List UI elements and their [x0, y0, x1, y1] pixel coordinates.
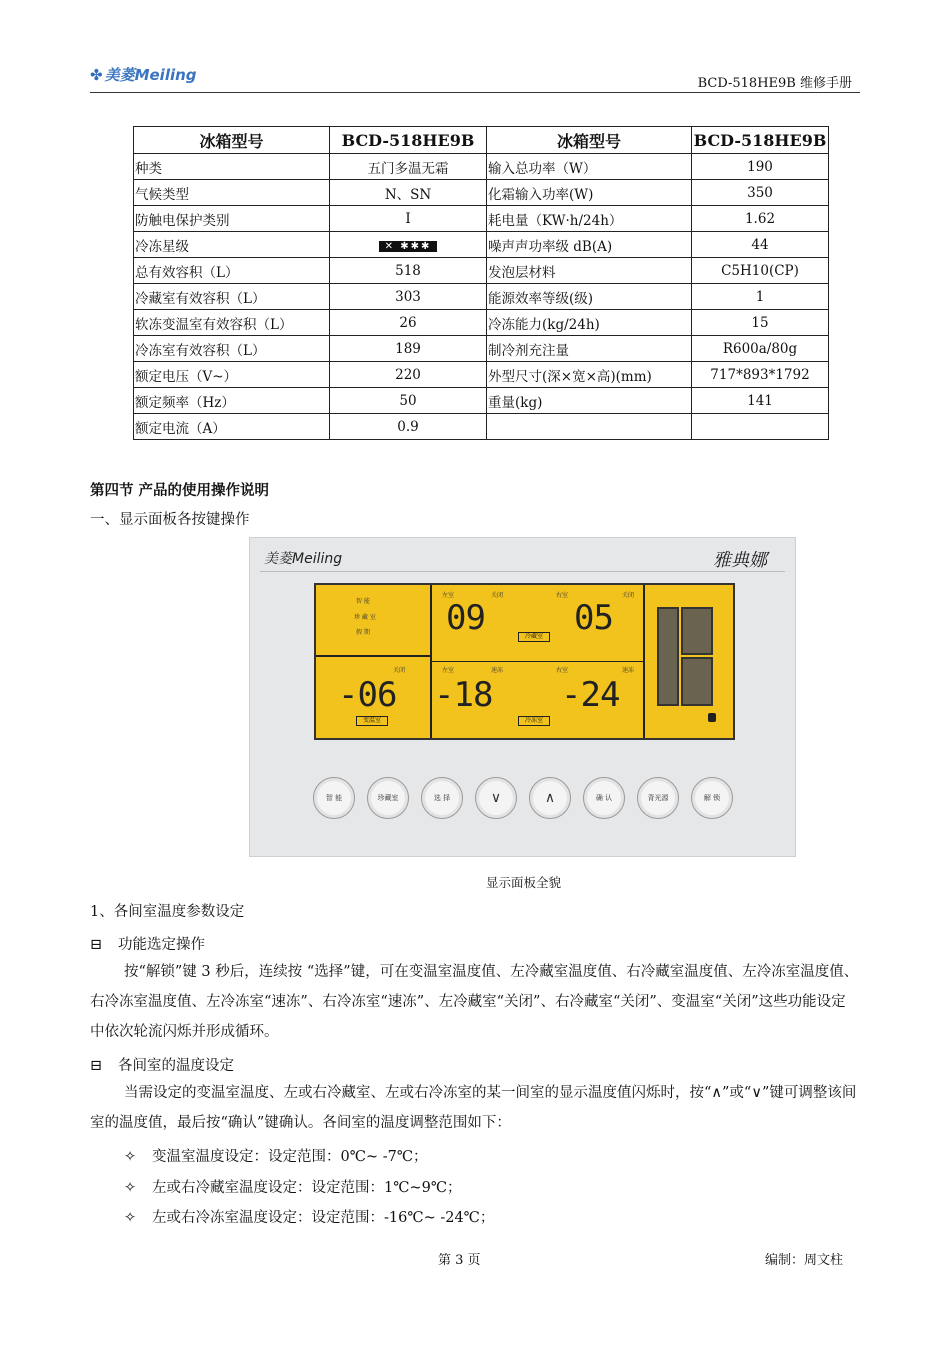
table-cell: 额定频率（Hz）	[134, 388, 330, 414]
page-number: 第 3 页	[438, 1253, 481, 1268]
table-cell: 化霜输入功率(W)	[487, 180, 692, 206]
divider	[432, 661, 643, 662]
table-cell: 防触电保护类别	[134, 206, 330, 232]
table-cell	[330, 232, 487, 258]
temp-bottom-right: -24	[561, 675, 620, 715]
table-cell: 50	[330, 388, 487, 414]
table-cell: 制冷剂充注量	[487, 336, 692, 362]
table-cell: 0.9	[330, 414, 487, 440]
table-row	[134, 388, 829, 414]
table-cell: 噪声声功率级 dB(A)	[487, 232, 692, 258]
table-row	[134, 232, 829, 258]
table-cell: 189	[330, 336, 487, 362]
mode-label: 智 能	[356, 598, 370, 605]
meiling-logo: ✤ 美菱Meiling	[90, 66, 197, 84]
table-cell: 518	[330, 258, 487, 284]
lcd-label: 关闭	[622, 592, 635, 599]
lcd-label: 左室	[442, 592, 455, 599]
lcd-display	[314, 583, 735, 740]
table-cell: 1.62	[692, 206, 829, 232]
section-subtitle: 一、显示面板各按键操作	[90, 512, 250, 528]
table-cell: 350	[692, 180, 829, 206]
lcd-label: 关闭	[491, 592, 504, 599]
lcd-label: 左室	[442, 667, 455, 674]
panel-logo: 美菱Meiling	[264, 551, 343, 567]
table-row	[134, 336, 829, 362]
table-cell: 额定电压（V~）	[134, 362, 330, 388]
table-row	[134, 180, 829, 206]
table-cell: 外型尺寸(深×宽×高)(mm)	[487, 362, 692, 388]
doc-title: BCD-518HE9B 维修手册	[697, 76, 852, 91]
table-header: 冰箱型号	[487, 127, 692, 154]
table-cell: 141	[692, 388, 829, 414]
section-title: 第四节 产品的使用操作说明	[90, 482, 270, 499]
table-row	[134, 284, 829, 310]
divider	[260, 571, 785, 572]
table-cell: 26	[330, 310, 487, 336]
table-cell: 冷冻星级	[134, 232, 330, 258]
freeze-tag: 冷冻室	[518, 716, 550, 726]
display-panel-image	[249, 537, 796, 857]
table-cell: 220	[330, 362, 487, 388]
temp-bottom-left: -18	[434, 675, 493, 715]
table-cell: 种类	[134, 154, 330, 180]
table-cell: 冷冻能力(kg/24h)	[487, 310, 692, 336]
paragraph: 按“解锁”键 3 秒后，连续按 “选择”键，可在变温室温度值、左冷藏室温度值、右冷藏室温度值、左冷冻室温度值、右冷冻室温度值、左冷冻室“速冻”、右冷冻室“速冻”、左冷藏室“关闭”、右冷藏室“关闭”、变温室“关闭”这些功能设定中依次轮流闪烁并形成循环。	[90, 964, 859, 1040]
table-cell: N、SN	[330, 180, 487, 206]
up-button[interactable]: ∧	[529, 777, 571, 819]
table-cell: 输入总功率（W）	[487, 154, 692, 180]
table-header: BCD-518HE9B	[330, 127, 487, 154]
table-cell: 重量(kg)	[487, 388, 692, 414]
table-cell: R600a/80g	[692, 336, 829, 362]
spec-table	[133, 126, 829, 440]
logo-icon: ✤	[90, 66, 103, 84]
table-cell: 44	[692, 232, 829, 258]
paragraph: 当需设定的变温室温度、左或右冷藏室、左或右冷冻室的某一间室的显示温度值闪烁时，按“∧”或“∨”键可调整该间室的温度值，最后按“确认”键确认。各间室的温度调整范围如下：	[90, 1085, 857, 1131]
panel-brand: 雅典娜	[713, 550, 767, 571]
editor: 编制：周文柱	[765, 1253, 844, 1268]
lcd-label: 右室	[556, 592, 569, 599]
table-header: BCD-518HE9B	[692, 127, 829, 154]
door	[657, 607, 679, 706]
door	[681, 657, 713, 706]
table-cell: 能源效率等级(级)	[487, 284, 692, 310]
diamond-bullet-icon: ✧	[124, 1180, 137, 1196]
divider	[643, 585, 645, 738]
table-cell: 发泡层材料	[487, 258, 692, 284]
table-cell: 五门多温无霜	[330, 154, 487, 180]
table-cell: 冷藏室有效容积（L）	[134, 284, 330, 310]
table-cell: 总有效容积（L）	[134, 258, 330, 284]
lcd-label: 关闭	[393, 667, 406, 674]
table-cell: C5H10(CP)	[692, 258, 829, 284]
treasure-room-button[interactable]: 珍藏室	[367, 777, 409, 819]
select-button[interactable]: 选 择	[421, 777, 463, 819]
var-tag: 变温室	[356, 716, 388, 726]
table-cell: 15	[692, 310, 829, 336]
door	[681, 607, 713, 655]
table-cell: 冷冻室有效容积（L）	[134, 336, 330, 362]
table-cell	[487, 414, 692, 440]
list-item: ✧ 左或右冷藏室温度设定：设定范围：1℃~9℃；	[124, 1180, 462, 1196]
temp-top-right: 05	[574, 598, 613, 638]
confirm-button[interactable]: 确 认	[583, 777, 625, 819]
table-cell: I	[330, 206, 487, 232]
list-item: ⊟ 功能选定操作	[90, 937, 205, 953]
table-cell: 软冻变温室有效容积（L）	[134, 310, 330, 336]
list-item: ✧ 变温室温度设定：设定范围：0℃~ -7℃；	[124, 1149, 428, 1165]
subheading: 1、各间室温度参数设定	[90, 904, 245, 920]
table-cell: 1	[692, 284, 829, 310]
fridge-icon	[657, 607, 713, 706]
square-bullet-icon: ⊟	[90, 937, 103, 953]
lcd-label: 右室	[556, 667, 569, 674]
table-cell: 717*893*1792	[692, 362, 829, 388]
table-cell: 耗电量（KW·h/24h）	[487, 206, 692, 232]
table-row	[134, 154, 829, 180]
table-header: 冰箱型号	[134, 127, 330, 154]
table-cell: 303	[330, 284, 487, 310]
lcd-label: 速冻	[491, 667, 504, 674]
smart-button[interactable]: 智 能	[313, 777, 355, 819]
figure-caption: 显示面板全貌	[486, 875, 562, 890]
list-item: ⊟ 各间室的温度设定	[90, 1058, 234, 1074]
divider	[316, 655, 430, 657]
diamond-bullet-icon: ✧	[124, 1149, 137, 1165]
table-cell	[692, 414, 829, 440]
backlight-button[interactable]: 背光源	[637, 777, 679, 819]
temp-variable: -06	[338, 675, 397, 715]
table-row	[134, 310, 829, 336]
temp-top-left: 09	[446, 598, 485, 638]
diamond-bullet-icon: ✧	[124, 1210, 137, 1226]
cold-tag: 冷藏室	[518, 632, 550, 642]
table-row	[134, 258, 829, 284]
table-row	[134, 414, 829, 440]
square-bullet-icon: ⊟	[90, 1058, 103, 1074]
table-cell: 额定电流（A）	[134, 414, 330, 440]
table-cell: 190	[692, 154, 829, 180]
mode-label: 假 期	[356, 629, 370, 636]
down-button[interactable]: ∨	[475, 777, 517, 819]
lock-icon	[708, 713, 716, 722]
list-item: ✧ 左或右冷冻室温度设定：设定范围：-16℃~ -24℃；	[124, 1210, 495, 1226]
table-row	[134, 362, 829, 388]
table-row	[134, 206, 829, 232]
page-header	[90, 62, 860, 93]
freezer-star-icon: ✕ ✱✱✱	[379, 241, 438, 252]
unlock-button[interactable]: 解 锁	[691, 777, 733, 819]
lcd-label: 速冻	[622, 667, 635, 674]
table-cell: 气候类型	[134, 180, 330, 206]
mode-label: 珍 藏 室	[354, 614, 376, 621]
